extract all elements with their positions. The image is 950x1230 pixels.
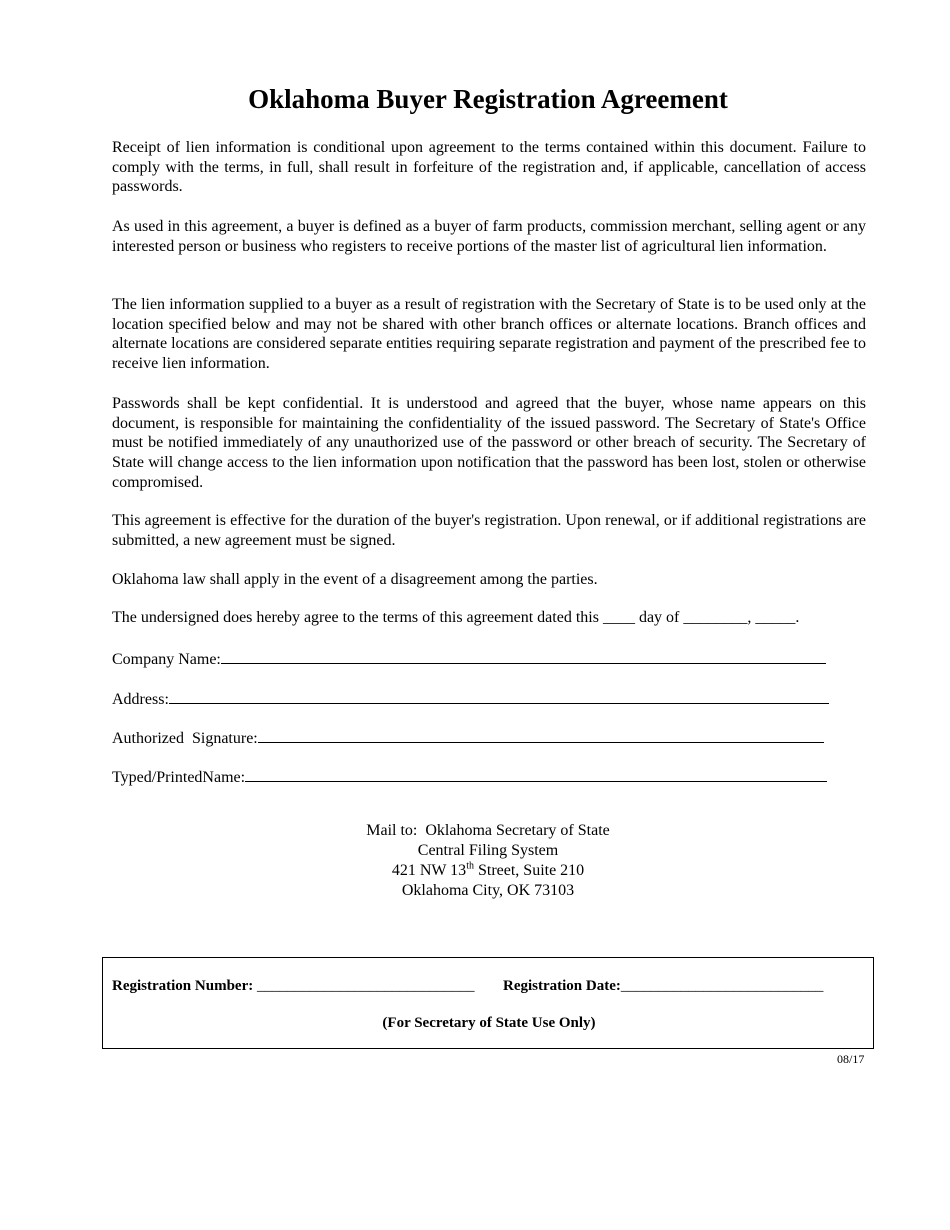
paragraph-password-confidentiality: Passwords shall be kept confidential. It is understood and agreed that the buyer, whose name appears on this document, is responsible for maintaining the confidentiality of the issued password. The Secretary of State's Office must be notified immediately of any unauthorized use of the password or other breach of security. The Secretary of State will change access to the lien information upon notification that the password has been lost, stolen or otherwise compromised. [112, 395, 866, 491]
company-name-field[interactable] [221, 648, 826, 664]
revision-date: 08/17 [837, 1052, 865, 1066]
authorized-signature-label: Authorized Signature: [112, 730, 258, 747]
company-name-label: Company Name: [112, 651, 221, 668]
office-use-note: (For Secretary of State Use Only) [382, 1015, 596, 1031]
address-field[interactable] [169, 688, 829, 704]
agreement-date-line: The undersigned does hereby agree to the terms of this agreement dated this ____ day of ________, _____. [112, 609, 800, 626]
typed-printed-name-label: Typed/PrintedName: [112, 769, 246, 786]
mail-to-line: Mail to: Oklahoma Secretary of State [366, 822, 610, 839]
authorized-signature-row [112, 727, 824, 749]
mail-street-line: 421 NW 13th Street, Suite 210 [391, 860, 585, 879]
company-name-row [112, 648, 826, 670]
paragraph-governing-law: Oklahoma law shall apply in the event of a disagreement among the parties. [112, 571, 598, 588]
mail-division-line: Central Filing System [417, 842, 559, 859]
typed-printed-name-row [112, 766, 827, 788]
typed-printed-name-field[interactable] [245, 766, 827, 782]
registration-number-label: Registration Number: [112, 978, 257, 994]
mailing-address-block [0, 821, 950, 901]
document-title: Oklahoma Buyer Registration Agreement [248, 84, 728, 114]
paragraph-agreement-duration: This agreement is effective for the duration of the buyer's registration. Upon renewal, or if additional registrations are submitted, a new agreement must be signed. [112, 512, 866, 549]
paragraph-buyer-definition: As used in this agreement, a buyer is defined as a buyer of farm products, commission merchant, selling agent or any interested person or business who registers to receive portions of the master list of agricultural lien information. [112, 218, 866, 255]
authorized-signature-field[interactable] [258, 727, 824, 743]
registration-number-group [112, 978, 474, 995]
office-use-box [102, 957, 874, 1049]
mail-city-line: Oklahoma City, OK 73103 [401, 882, 575, 899]
registration-date-group [503, 978, 823, 995]
registration-date-label: Registration Date: [503, 978, 621, 994]
address-row [112, 688, 829, 710]
registration-date-field[interactable]: ___________________________ [620, 978, 824, 994]
registration-number-field[interactable]: _____________________________ [256, 978, 475, 994]
paragraph-receipt-conditions: Receipt of lien information is conditional upon agreement to the terms contained within this document. Failure to comply with the terms, in full, shall result in forfeiture of the registration and, if applicable, cancellation of access passwords. [112, 139, 866, 196]
address-label: Address: [112, 691, 169, 708]
paragraph-location-restriction: The lien information supplied to a buyer as a result of registration with the Secretary of State is to be used only at the location specified below and may not be shared with other branch offices or alternate locations. Branch offices and alternate locations are considered separate entities requiring separate registration and payment of the prescribed fee to receive lien information. [112, 296, 866, 373]
